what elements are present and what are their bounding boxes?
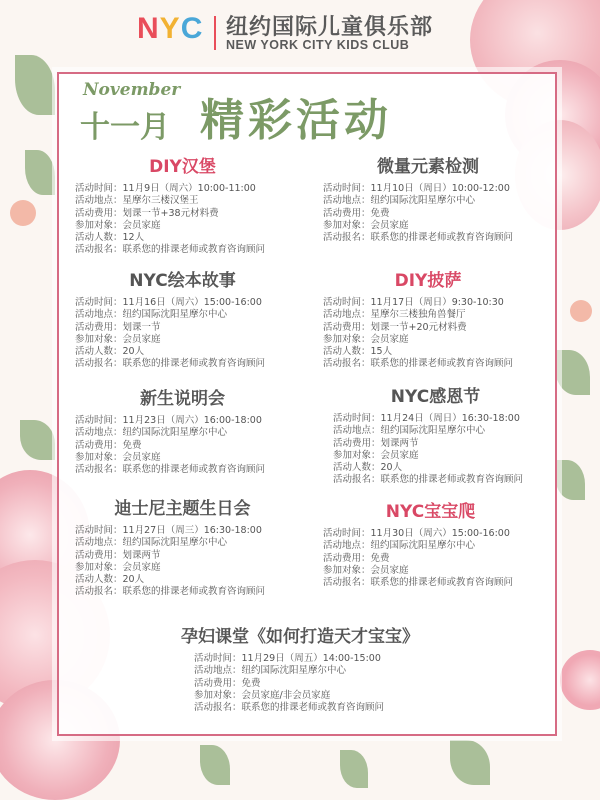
detail-label: 参加对象： bbox=[323, 219, 371, 231]
detail-value: 11月29日（周五）14:00-15:00 bbox=[241, 653, 381, 664]
detail-label: 活动时间： bbox=[75, 183, 123, 194]
event-prenatal-class bbox=[170, 622, 430, 714]
event-trace-element-test bbox=[323, 152, 533, 244]
detail-value: 星摩尔三楼汉堡王 bbox=[122, 195, 199, 207]
detail-label: 活动地点： bbox=[75, 427, 123, 439]
event-detail-row bbox=[323, 528, 538, 540]
detail-label: 参加对象： bbox=[75, 333, 123, 345]
leaf-illustration bbox=[450, 740, 490, 785]
detail-label: 活动报名： bbox=[75, 464, 123, 476]
detail-label: 活动时间： bbox=[323, 297, 371, 308]
event-detail-row bbox=[75, 220, 290, 232]
detail-label: 活动报名： bbox=[75, 358, 123, 370]
event-orientation bbox=[75, 384, 290, 476]
event-detail-row bbox=[75, 195, 290, 207]
detail-label: 活动时间： bbox=[194, 653, 242, 664]
detail-label: 活动时间： bbox=[75, 525, 123, 536]
event-detail-row bbox=[323, 208, 533, 220]
detail-value: 划课两节 bbox=[380, 437, 419, 449]
event-diy-burger bbox=[75, 152, 290, 257]
detail-value: 纽约国际沈阳星摩尔中心 bbox=[380, 425, 486, 437]
detail-value: 11月23日（周六）16:00-18:00 bbox=[122, 415, 262, 426]
event-details bbox=[75, 297, 290, 371]
detail-label: 参加对象： bbox=[323, 564, 371, 576]
event-details bbox=[170, 653, 430, 714]
event-disney-birthday bbox=[75, 494, 290, 599]
detail-value: 会员家庭 bbox=[122, 451, 161, 463]
event-title: DIY披萨 bbox=[394, 271, 462, 291]
detail-label: 活动费用： bbox=[323, 552, 371, 564]
detail-label: 活动人数： bbox=[75, 232, 123, 244]
event-detail-row bbox=[323, 183, 533, 195]
detail-value: 20人 bbox=[122, 346, 145, 358]
event-detail-row bbox=[333, 438, 538, 450]
event-detail-row bbox=[75, 537, 290, 549]
detail-label: 活动费用： bbox=[75, 549, 123, 561]
club-name-cn: 纽约国际儿童俱乐部 bbox=[226, 15, 434, 40]
detail-label: 活动报名： bbox=[194, 702, 242, 714]
event-detail-row bbox=[333, 474, 538, 486]
detail-label: 活动费用： bbox=[75, 321, 123, 333]
event-detail-row bbox=[75, 464, 290, 476]
detail-value: 联系您的排课老师或教育咨询顾问 bbox=[380, 474, 524, 486]
event-detail-row bbox=[323, 232, 533, 244]
detail-value: 划课一节+20元材料费 bbox=[370, 321, 467, 333]
detail-value: 会员家庭 bbox=[122, 219, 161, 231]
event-detail-row bbox=[75, 297, 290, 309]
event-detail-row bbox=[333, 425, 538, 437]
detail-value: 联系您的排课老师或教育咨询顾问 bbox=[241, 702, 385, 714]
detail-label: 活动地点： bbox=[75, 309, 123, 321]
detail-value: 免费 bbox=[370, 207, 390, 219]
event-details bbox=[75, 183, 290, 257]
event-detail-row bbox=[75, 562, 290, 574]
event-detail-row bbox=[75, 183, 290, 195]
bud-illustration bbox=[10, 200, 36, 226]
event-baby-crawl bbox=[323, 497, 538, 589]
detail-value: 纽约国际沈阳星摩尔中心 bbox=[370, 195, 476, 207]
event-thanksgiving bbox=[333, 382, 538, 487]
detail-value: 20人 bbox=[122, 574, 145, 586]
detail-value: 纽约国际沈阳星摩尔中心 bbox=[122, 427, 228, 439]
event-title: 迪士尼主题生日会 bbox=[114, 499, 251, 519]
event-diy-pizza bbox=[323, 266, 533, 371]
detail-label: 活动报名： bbox=[75, 586, 123, 598]
leaf-illustration bbox=[555, 460, 585, 500]
detail-value: 会员家庭/非会员家庭 bbox=[241, 689, 331, 701]
event-title: NYC宝宝爬 bbox=[385, 502, 476, 522]
detail-label: 活动地点： bbox=[333, 425, 381, 437]
event-detail-row bbox=[333, 413, 538, 425]
detail-value: 划课两节 bbox=[122, 549, 161, 561]
detail-value: 联系您的排课老师或教育咨询顾问 bbox=[122, 586, 266, 598]
detail-label: 活动时间： bbox=[333, 413, 381, 424]
detail-label: 活动人数： bbox=[333, 462, 381, 474]
event-title: 微量元素检测 bbox=[377, 157, 479, 177]
detail-label: 活动地点： bbox=[75, 195, 123, 207]
event-detail-row bbox=[333, 462, 538, 474]
detail-label: 活动时间： bbox=[75, 415, 123, 426]
detail-label: 活动费用： bbox=[333, 437, 381, 449]
logo-divider bbox=[214, 16, 216, 50]
event-detail-row bbox=[323, 346, 533, 358]
event-details bbox=[323, 528, 538, 589]
event-detail-row bbox=[323, 334, 533, 346]
leaf-illustration bbox=[555, 350, 590, 395]
month-chinese: 十一月 bbox=[80, 110, 170, 145]
detail-label: 活动时间： bbox=[75, 297, 123, 308]
detail-label: 参加对象： bbox=[75, 219, 123, 231]
club-name-en: NEW YORK CITY KIDS CLUB bbox=[226, 38, 410, 52]
detail-label: 活动报名： bbox=[75, 244, 123, 256]
leaf-illustration bbox=[340, 750, 368, 788]
event-detail-row bbox=[75, 322, 290, 334]
detail-value: 联系您的排课老师或教育咨询顾问 bbox=[122, 244, 266, 256]
event-detail-row bbox=[75, 550, 290, 562]
event-picture-book bbox=[75, 266, 290, 371]
event-detail-row bbox=[75, 346, 290, 358]
event-detail-row bbox=[75, 232, 290, 244]
event-detail-row bbox=[75, 309, 290, 321]
event-title: NYC感恩节 bbox=[390, 387, 481, 407]
detail-label: 活动报名： bbox=[323, 358, 371, 370]
detail-value: 纽约国际沈阳星摩尔中心 bbox=[122, 537, 228, 549]
event-details bbox=[323, 297, 533, 371]
bud-illustration bbox=[570, 300, 592, 322]
event-detail-row bbox=[323, 553, 538, 565]
event-detail-row bbox=[323, 297, 533, 309]
page-title: 精彩活动 bbox=[200, 95, 392, 146]
detail-label: 活动地点： bbox=[75, 537, 123, 549]
detail-value: 联系您的排课老师或教育咨询顾问 bbox=[122, 358, 266, 370]
detail-value: 免费 bbox=[122, 439, 142, 451]
detail-label: 活动地点： bbox=[194, 665, 242, 677]
detail-value: 联系您的排课老师或教育咨询顾问 bbox=[370, 232, 514, 244]
detail-value: 会员家庭 bbox=[370, 219, 409, 231]
detail-value: 免费 bbox=[370, 552, 390, 564]
leaf-illustration bbox=[25, 150, 55, 195]
detail-value: 12人 bbox=[122, 232, 145, 244]
event-detail-row bbox=[333, 450, 538, 462]
detail-label: 活动费用： bbox=[75, 439, 123, 451]
event-detail-row bbox=[323, 358, 533, 370]
detail-value: 纽约国际沈阳星摩尔中心 bbox=[370, 540, 476, 552]
detail-value: 联系您的排课老师或教育咨询顾问 bbox=[370, 577, 514, 589]
event-title: 孕妇课堂《如何打造天才宝宝》 bbox=[181, 627, 419, 647]
event-detail-row bbox=[194, 653, 430, 665]
event-detail-row bbox=[323, 195, 533, 207]
event-detail-row bbox=[323, 322, 533, 334]
event-detail-row bbox=[194, 690, 430, 702]
detail-value: 11月30日（周六）15:00-16:00 bbox=[370, 528, 510, 539]
detail-label: 活动人数： bbox=[75, 574, 123, 586]
event-details bbox=[75, 415, 290, 476]
event-detail-row bbox=[75, 334, 290, 346]
event-detail-row bbox=[75, 427, 290, 439]
detail-value: 划课一节 bbox=[122, 321, 161, 333]
event-detail-row bbox=[75, 525, 290, 537]
event-detail-row bbox=[323, 220, 533, 232]
detail-label: 活动人数： bbox=[75, 346, 123, 358]
event-detail-row bbox=[323, 565, 538, 577]
event-detail-row bbox=[75, 586, 290, 598]
event-detail-row bbox=[75, 208, 290, 220]
detail-label: 活动费用： bbox=[323, 321, 371, 333]
event-detail-row bbox=[323, 540, 538, 552]
detail-label: 活动费用： bbox=[194, 677, 242, 689]
detail-value: 划课一节+38元材料费 bbox=[122, 207, 219, 219]
detail-value: 11月27日（周三）16:30-18:00 bbox=[122, 525, 262, 536]
detail-label: 活动时间： bbox=[323, 183, 371, 194]
rose-illustration bbox=[560, 650, 600, 710]
detail-label: 活动地点： bbox=[323, 309, 371, 321]
event-details bbox=[323, 183, 533, 244]
detail-value: 纽约国际沈阳星摩尔中心 bbox=[122, 309, 228, 321]
detail-label: 参加对象： bbox=[75, 561, 123, 573]
event-detail-row bbox=[75, 452, 290, 464]
detail-value: 11月17日（周日）9:30-10:30 bbox=[370, 297, 504, 308]
detail-value: 15人 bbox=[370, 346, 393, 358]
detail-label: 活动报名： bbox=[323, 232, 371, 244]
detail-value: 联系您的排课老师或教育咨询顾问 bbox=[122, 464, 266, 476]
detail-label: 活动费用： bbox=[75, 207, 123, 219]
detail-value: 会员家庭 bbox=[370, 564, 409, 576]
detail-value: 星摩尔三楼独角兽餐厅 bbox=[370, 309, 466, 321]
leaf-illustration bbox=[200, 745, 230, 785]
month-english: November bbox=[83, 80, 181, 100]
header bbox=[0, 0, 600, 62]
detail-value: 会员家庭 bbox=[370, 333, 409, 345]
event-detail-row bbox=[194, 702, 430, 714]
detail-value: 11月9日（周六）10:00-11:00 bbox=[122, 183, 256, 194]
event-details bbox=[333, 413, 538, 487]
detail-value: 免费 bbox=[241, 677, 261, 689]
detail-value: 11月16日（周六）15:00-16:00 bbox=[122, 297, 262, 308]
event-title: 新生说明会 bbox=[140, 389, 225, 409]
event-detail-row bbox=[75, 244, 290, 256]
detail-label: 活动地点： bbox=[323, 195, 371, 207]
detail-value: 会员家庭 bbox=[122, 561, 161, 573]
leaf-illustration bbox=[15, 55, 55, 115]
event-title: NYC绘本故事 bbox=[129, 271, 236, 291]
event-details bbox=[75, 525, 290, 599]
detail-label: 参加对象： bbox=[333, 449, 381, 461]
detail-label: 参加对象： bbox=[194, 689, 242, 701]
leaf-illustration bbox=[20, 420, 55, 460]
event-detail-row bbox=[75, 415, 290, 427]
nyc-logo: NYC bbox=[137, 12, 204, 45]
detail-label: 参加对象： bbox=[75, 451, 123, 463]
detail-value: 会员家庭 bbox=[122, 333, 161, 345]
event-detail-row bbox=[194, 665, 430, 677]
detail-value: 纽约国际沈阳星摩尔中心 bbox=[241, 665, 347, 677]
detail-value: 11月24日（周日）16:30-18:00 bbox=[380, 413, 520, 424]
detail-label: 参加对象： bbox=[323, 333, 371, 345]
detail-label: 活动人数： bbox=[323, 346, 371, 358]
event-detail-row bbox=[323, 577, 538, 589]
detail-label: 活动报名： bbox=[333, 474, 381, 486]
detail-value: 11月10日（周日）10:00-12:00 bbox=[370, 183, 510, 194]
detail-label: 活动报名： bbox=[323, 577, 371, 589]
event-detail-row bbox=[75, 358, 290, 370]
detail-value: 会员家庭 bbox=[380, 449, 419, 461]
detail-label: 活动费用： bbox=[323, 207, 371, 219]
event-detail-row bbox=[75, 574, 290, 586]
event-title: DIY汉堡 bbox=[149, 157, 216, 177]
event-detail-row bbox=[75, 440, 290, 452]
event-detail-row bbox=[323, 309, 533, 321]
detail-value: 联系您的排课老师或教育咨询顾问 bbox=[370, 358, 514, 370]
event-detail-row bbox=[194, 678, 430, 690]
detail-label: 活动地点： bbox=[323, 540, 371, 552]
detail-label: 活动时间： bbox=[323, 528, 371, 539]
detail-value: 20人 bbox=[380, 462, 403, 474]
